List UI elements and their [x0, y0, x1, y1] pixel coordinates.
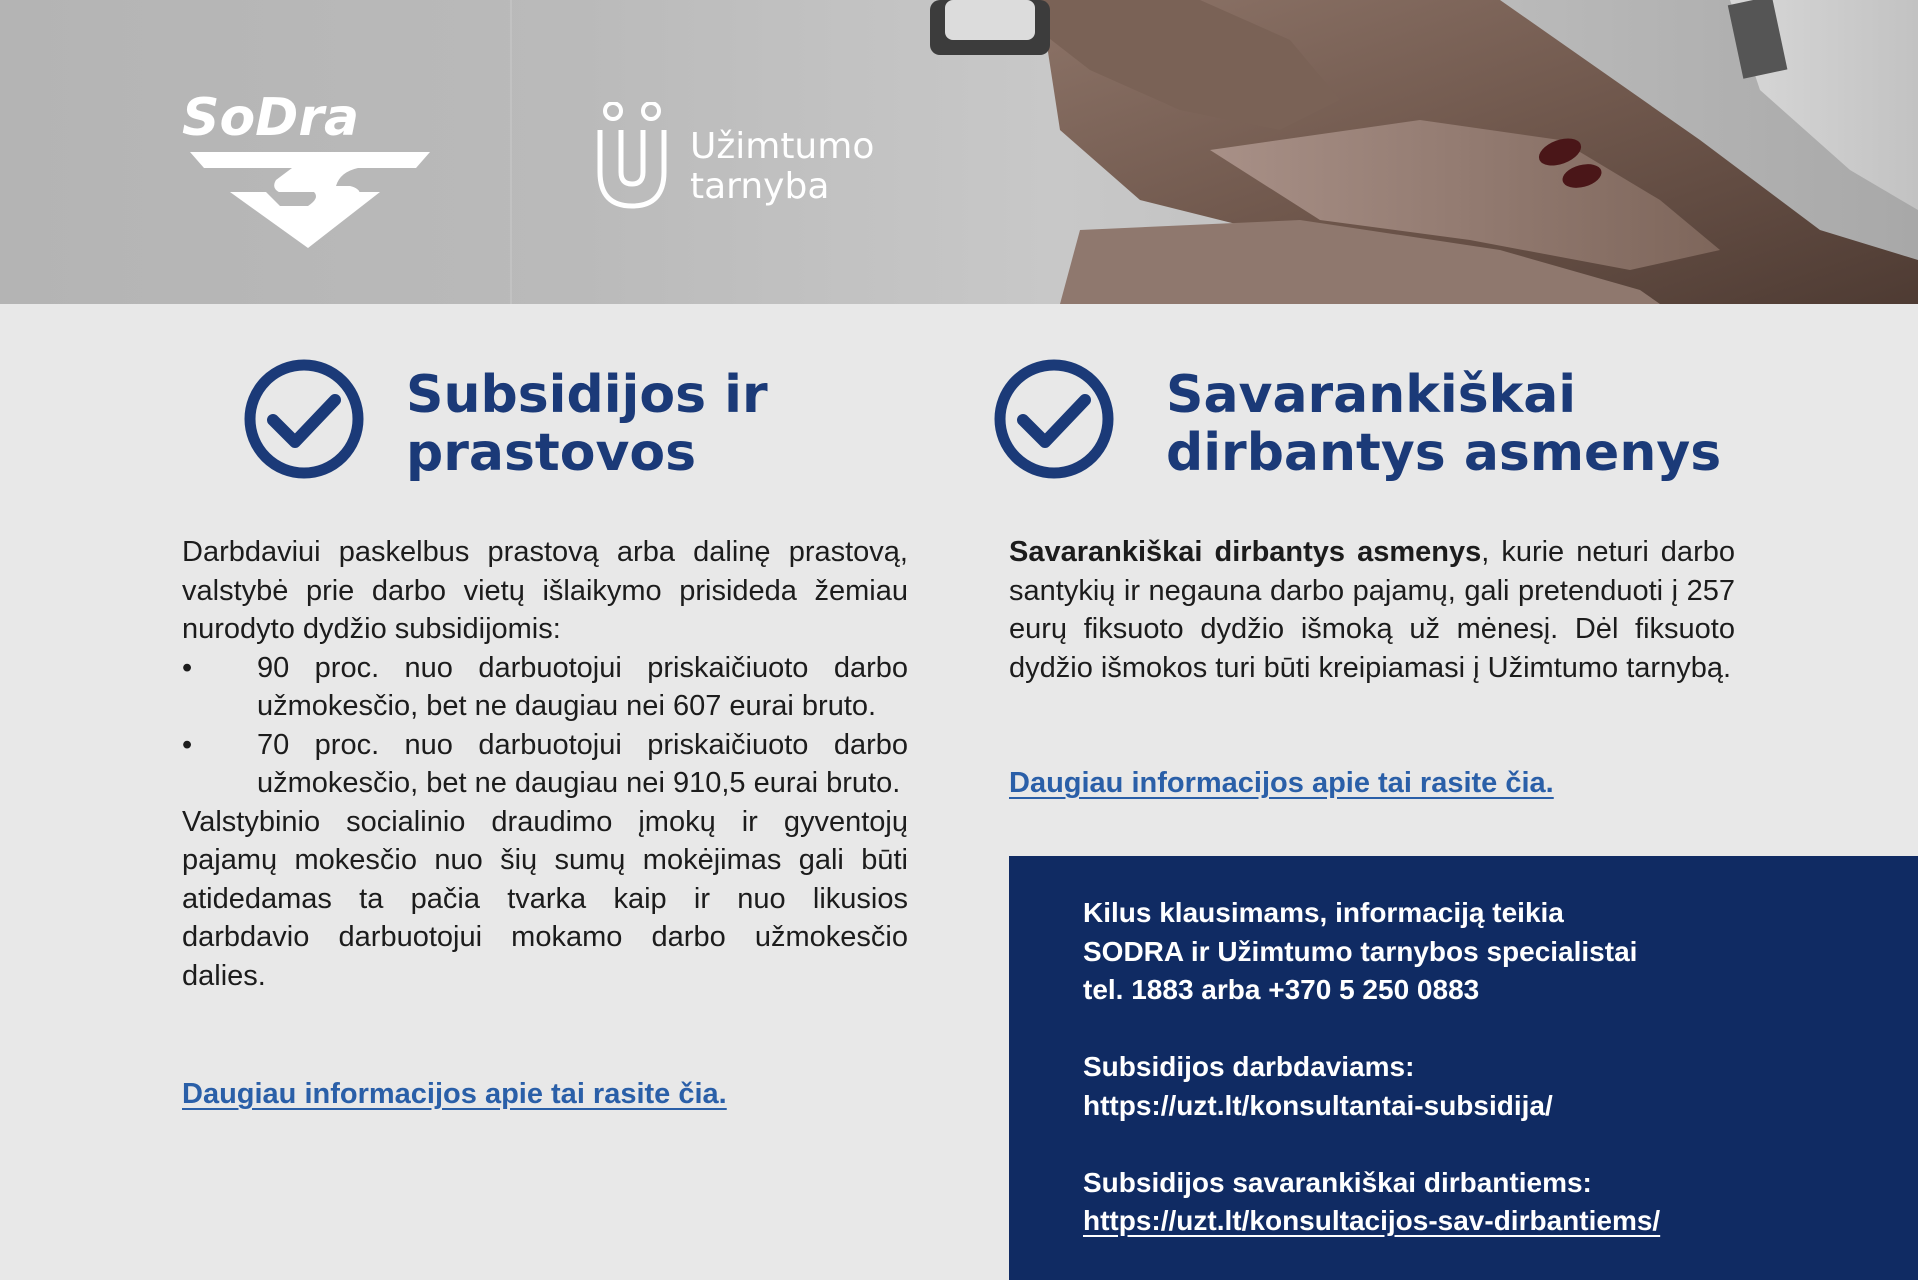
- employers-url[interactable]: https://uzt.lt/konsultantai-subsidija/: [1083, 1089, 1553, 1121]
- right-body-rest: , kurie neturi darbo santykių ir negauna darbo pajamų, gali pretenduoti į 257 eurų fiksuoto dydžio išmoką už mėnesį. Dėl fiksuoto dydžio išmokos turi būti kreipiamasi į Užimtumo tarnybą.: [1009, 536, 1735, 684]
- sodra-logo-text: SoDra: [182, 90, 360, 148]
- left-closing: Valstybinio socialinio draudimo įmokų ir gyventojų pajamų mokesčio nuo šių sumų mokėjimas gali būti atidedamas ta pačia tvarka kaip ir nuo likusios darbdavio darbuotojui mokamo darbo užmokesčio dalies.: [182, 805, 908, 992]
- sodra-logo: [180, 90, 440, 255]
- left-more-info-link[interactable]: Daugiau informacijos apie tai rasite čia.: [182, 1078, 727, 1110]
- check-circle-icon: [993, 358, 1115, 480]
- left-intro: Darbdaviui paskelbus prastovą arba dalinę prastovą, valstybė prie darbo vietų išlaikymo prisideda žemiau nurodyto dydžio subsidijomis:: [182, 536, 908, 645]
- employers-label: Subsidijos darbdaviams:: [1083, 1051, 1415, 1082]
- bullet-icon: •: [182, 728, 193, 761]
- bullet-icon: •: [182, 651, 193, 684]
- contact-info-content: [1083, 894, 1660, 1241]
- right-more-info-link[interactable]: Daugiau informacijos apie tai rasite čia.: [1009, 767, 1554, 799]
- self-employed-label: Subsidijos savarankiškai dirbantiems:: [1083, 1166, 1592, 1198]
- list-item: [182, 726, 908, 803]
- list-item-text: 70 proc. nuo darbuotojui priskaičiuoto darbo užmokesčio, bet ne daugiau nei 910,5 eurai bruto.: [257, 728, 908, 799]
- right-section-title: [1166, 366, 1721, 482]
- right-body-bold: Savarankiškai dirbantys asmenys: [1009, 536, 1482, 568]
- uzt-logo-line1: Užimtumo: [690, 126, 875, 167]
- list-item-text: 90 proc. nuo darbuotojui priskaičiuoto darbo užmokesčio, bet ne daugiau nei 607 eurai bruto.: [257, 651, 908, 722]
- uzt-logo-line2: tarnyba: [690, 166, 830, 207]
- contact-line2: SODRA ir Užimtumo tarnybos specialistai: [1083, 935, 1638, 967]
- left-body: [182, 533, 908, 995]
- left-title-line1: Subsidijos ir: [406, 365, 768, 425]
- check-circle-icon: [243, 358, 365, 480]
- contact-info-box: [1009, 856, 1918, 1280]
- header-banner: [0, 0, 1918, 304]
- spacer: [1083, 1010, 1660, 1049]
- contact-line1: Kilus klausimams, informaciją teikia: [1083, 897, 1564, 928]
- right-body: [1009, 533, 1735, 687]
- list-item: [182, 649, 908, 726]
- contact-phone: tel. 1883 arba +370 5 250 0883: [1083, 974, 1480, 1005]
- right-title-line1: Savarankiškai: [1166, 365, 1577, 425]
- spacer: [1083, 1125, 1660, 1164]
- subsidy-list: [182, 649, 908, 803]
- right-body-text: [1009, 533, 1735, 687]
- left-section-title: [406, 366, 768, 482]
- uzt-logo-text: [690, 127, 874, 207]
- right-title-line2: dirbantys asmenys: [1166, 423, 1722, 483]
- left-title-line2: prastovos: [406, 423, 697, 483]
- self-employed-url[interactable]: https://uzt.lt/konsultacijos-sav-dirbantiems/: [1083, 1205, 1661, 1236]
